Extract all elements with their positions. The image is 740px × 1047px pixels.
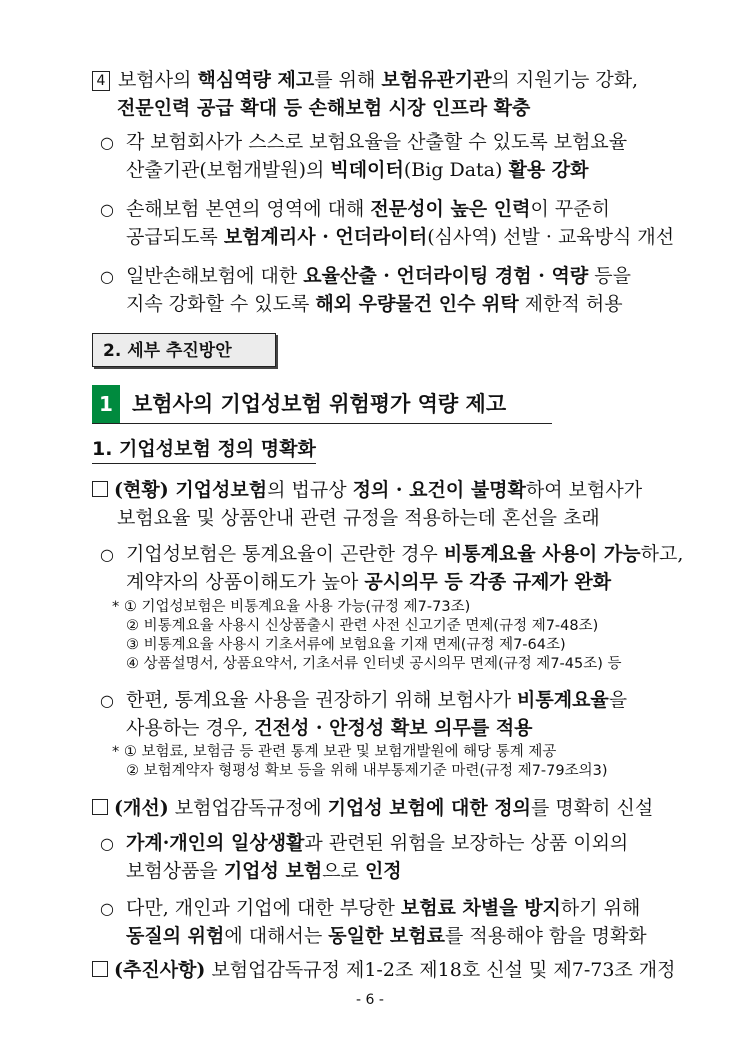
bullet-top-3b: 지속 강화할 수 있도록 해외 우량물건 인수 위탁 제한적 허용 <box>126 293 623 315</box>
improve-bullet2a: ○ 다만, 개인과 기업에 대한 부당한 보험료 차별을 방지하기 위해 <box>100 897 641 919</box>
heading-main: 1 보험사의 기업성보험 위험평가 역량 제고 <box>92 385 552 424</box>
circle-bullet-icon: ○ <box>100 899 114 918</box>
bullet-top-1a: ○ 각 보험회사가 스스로 보험요율을 산출할 수 있도록 보험요율 <box>100 131 628 153</box>
section-title-box: 2. 세부 추진방안 <box>92 333 276 367</box>
improve-line: (개선) 보험업감독규정에 기업성 보험에 대한 정의를 명확히 신설 <box>92 796 653 820</box>
current-bullet1a: ○ 기업성보험은 통계요율이 곤란한 경우 비통계요율 사용이 가능하고, <box>100 543 684 565</box>
note2-1: * ① 보험료, 보험금 등 관련 통계 보관 및 보험개발원에 해당 통계 제공 <box>112 744 557 760</box>
circle-bullet-icon: ○ <box>100 834 114 853</box>
circle-bullet-icon: ○ <box>100 691 114 710</box>
bullet-top-2a: ○ 손해보험 본연의 영역에 대해 전문성이 높은 인력이 꾸준히 <box>100 198 610 220</box>
circle-bullet-icon: ○ <box>100 133 114 152</box>
current-bullet2b: 사용하는 경우, 건전성 · 안정성 확보 의무를 적용 <box>126 717 533 739</box>
improve-bullet1a: ○ 가계·개인의 일상생활과 관련된 위험을 보장하는 상품 이외의 <box>100 832 629 854</box>
checkbox-square-icon <box>92 961 108 977</box>
note1-3: ③ 비통계요율 사용시 기초서류에 보험요율 기재 면제(규정 제7-64조) <box>126 637 566 653</box>
subheading: 1. 기업성보험 정의 명확화 <box>92 436 316 464</box>
bullet-top-2b: 공급되도록 보험계리사 · 언더라이터(심사역) 선발 · 교육방식 개선 <box>126 226 675 248</box>
current-bullet1b: 계약자의 상품이해도가 높아 공시의무 등 각종 규제가 완화 <box>126 571 612 593</box>
bullet-top-1b: 산출기관(보험개발원)의 빅데이터(Big Data) 활용 강화 <box>126 159 589 181</box>
item4-line2: 전문인력 공급 확대 등 손해보험 시장 인프라 확충 <box>117 97 531 119</box>
circle-bullet-icon: ○ <box>100 545 114 564</box>
circle-bullet-icon: ○ <box>100 267 114 286</box>
heading-number-badge: 1 <box>92 385 120 423</box>
item4-line1: 4 보험사의 핵심역량 제고를 위해 보험유관기관의 지원기능 강화, <box>92 68 638 92</box>
bullet-top-3a: ○ 일반손해보험에 대한 요율산출 · 언더라이팅 경험 · 역량 등을 <box>100 265 631 287</box>
improve-bullet1b: 보험상품을 기업성 보험으로 인정 <box>126 860 402 882</box>
circle-bullet-icon: ○ <box>100 200 114 219</box>
current-bullet2a: ○ 한편, 통계요율 사용을 권장하기 위해 보험사가 비통계요율을 <box>100 689 628 711</box>
improve-bullet2b: 동질의 위험에 대해서는 동일한 보험료를 적용해야 함을 명확화 <box>126 925 647 947</box>
item-number-box: 4 <box>92 71 110 91</box>
note1-2: ② 비통계요율 사용시 신상품출시 관련 사전 신고기준 면제(규정 제7-48조) <box>126 618 599 634</box>
current-line1: (현황) 기업성보험의 법규상 정의 · 요건이 불명확하여 보험사가 <box>92 478 642 502</box>
note1-4: ④ 상품설명서, 상품요약서, 기초서류 인터넷 공시의무 면제(규정 제7-45조) 등 <box>126 656 622 672</box>
checkbox-square-icon <box>92 799 108 815</box>
checkbox-square-icon <box>92 481 108 497</box>
note2-2: ② 보험계약자 형평성 확보 등을 위해 내부통제기준 마련(규정 제7-79조의3) <box>126 763 608 779</box>
note1-1: * ① 기업성보험은 비통계요율 사용 가능(규정 제7-73조) <box>112 599 471 615</box>
action-line: (추진사항) 보험업감독규정 제1-2조 제18호 신설 및 제7-73조 개정 <box>92 958 676 982</box>
current-line2: 보험요율 및 상품안내 관련 규정을 적용하는데 혼선을 초래 <box>117 507 600 529</box>
page-number: - 6 - <box>356 992 384 1008</box>
